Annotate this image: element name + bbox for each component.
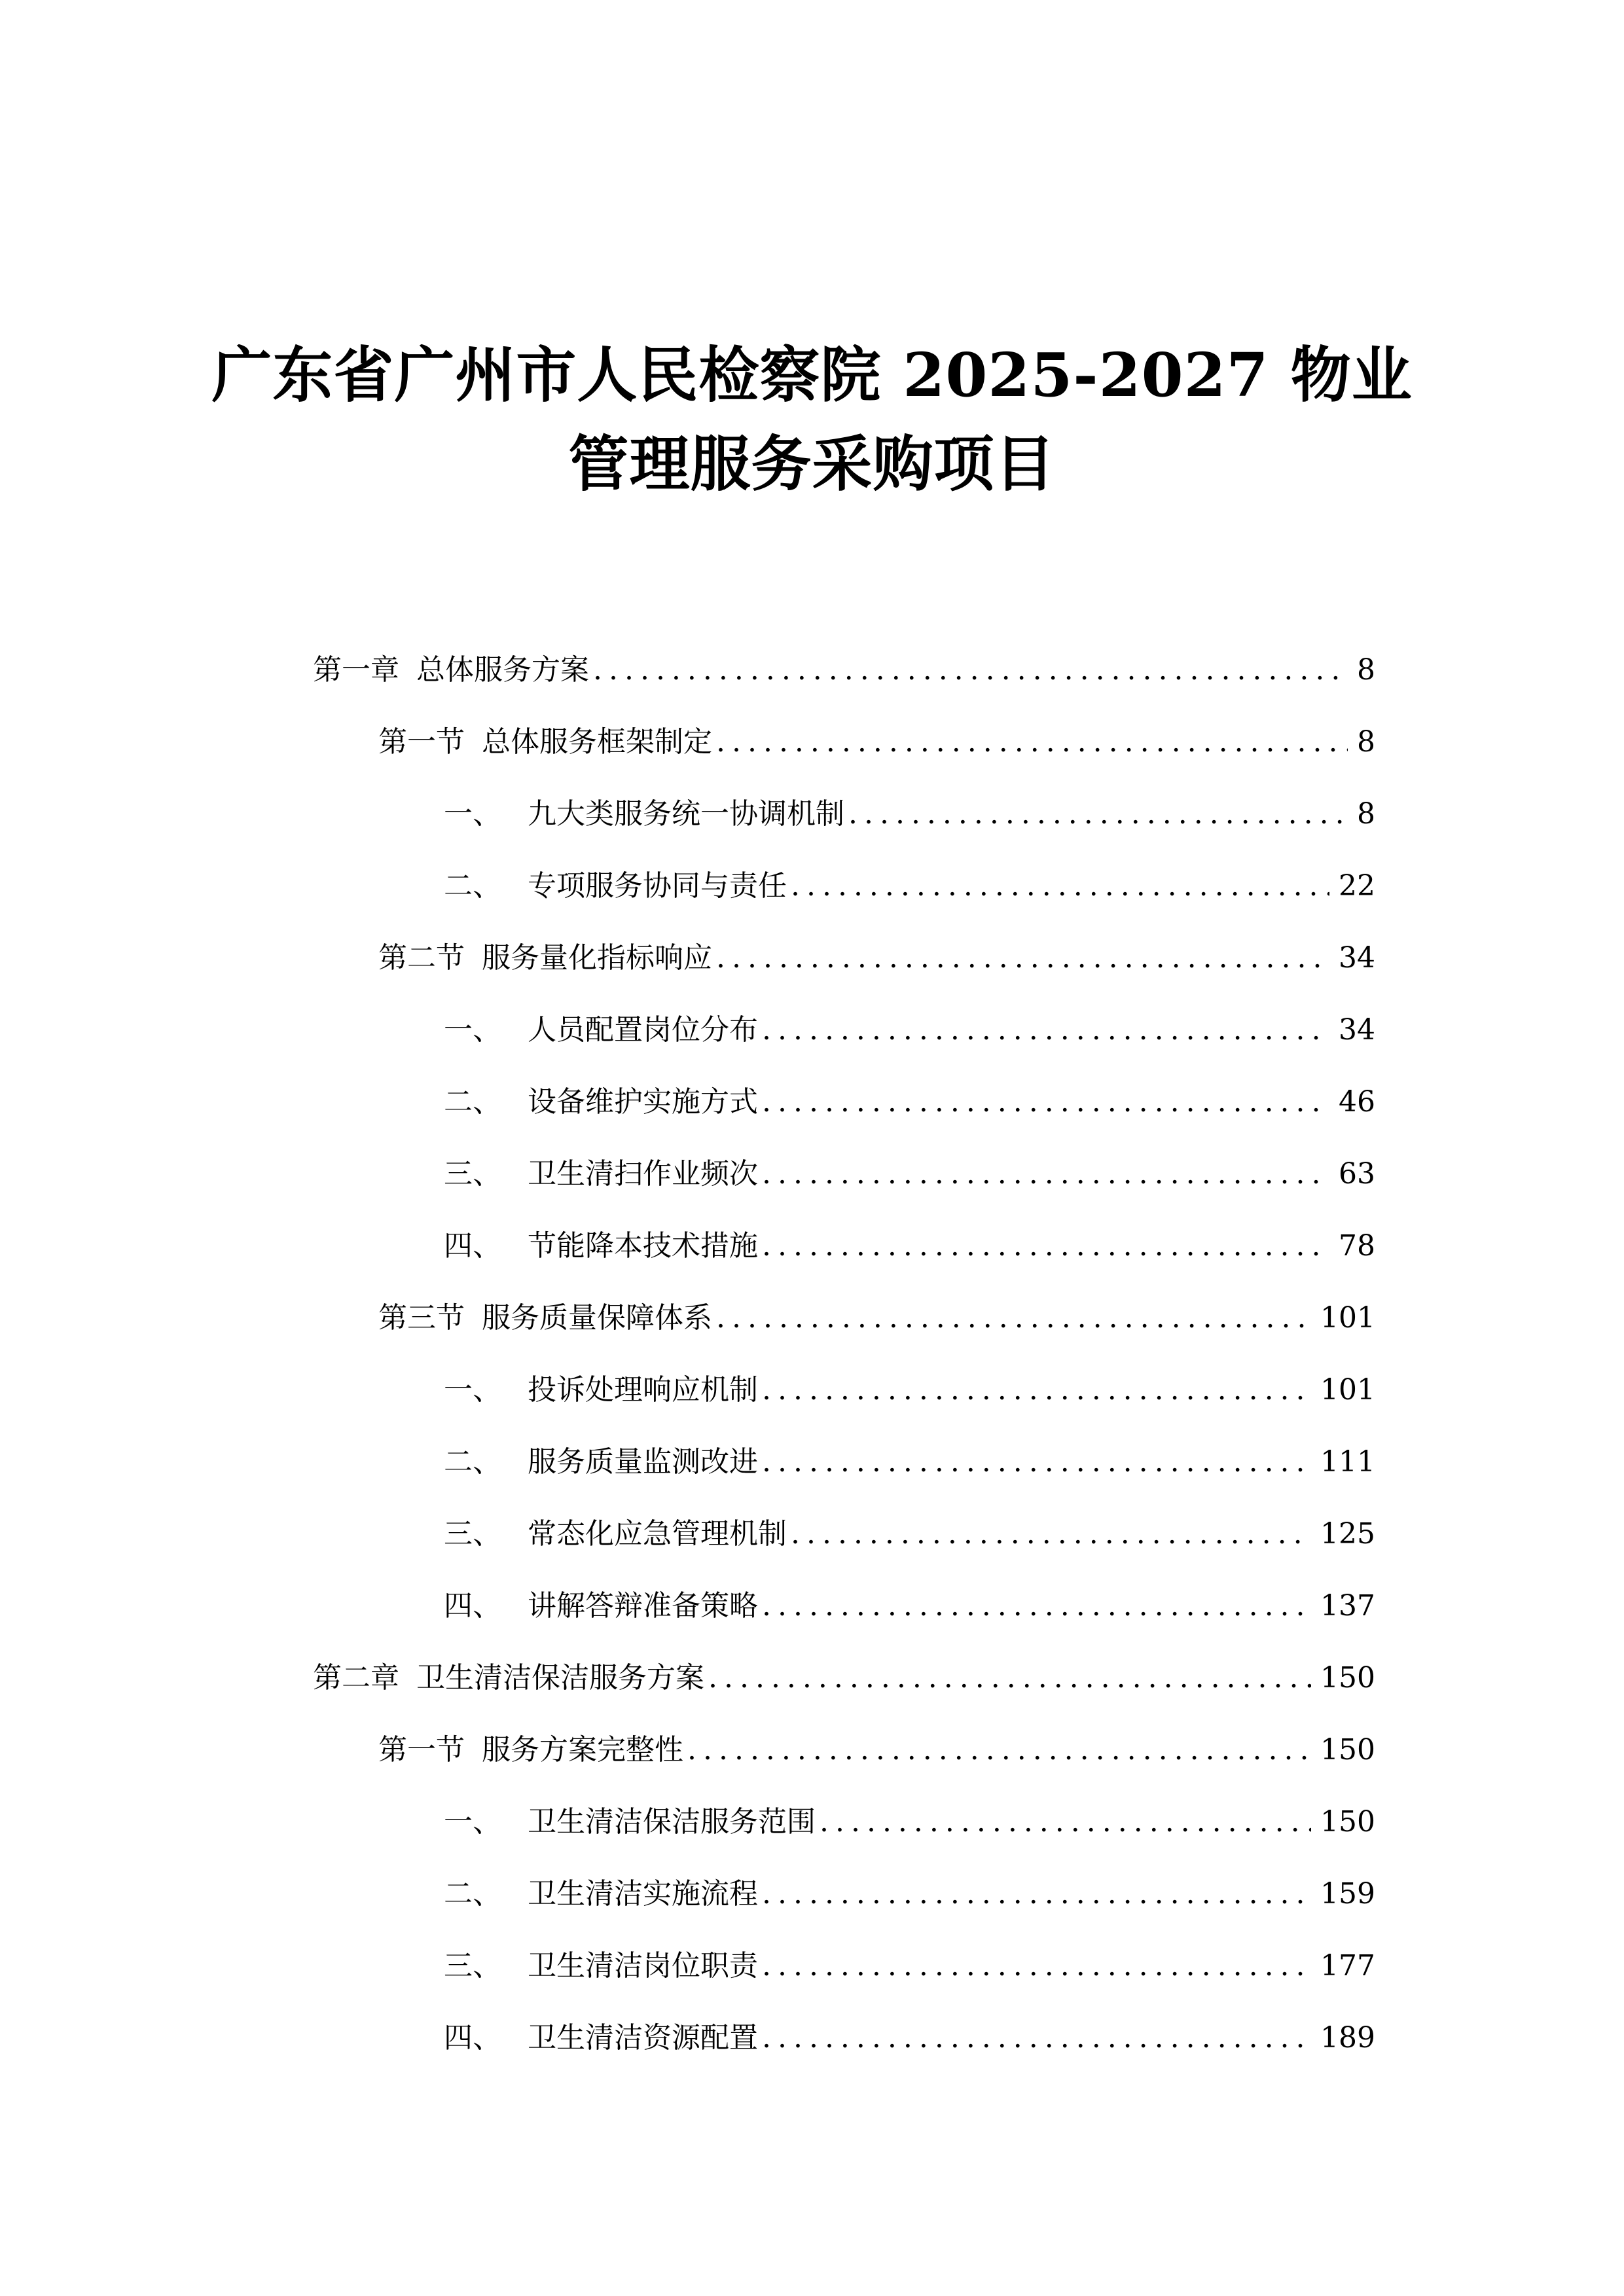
toc-dot-leader xyxy=(762,1441,1311,1483)
toc-dot-leader xyxy=(762,1081,1329,1123)
toc-entry-title: 设备维护实施方式 xyxy=(528,1085,758,1119)
toc-entry-page: 22 xyxy=(1339,869,1375,903)
toc-dot-leader xyxy=(687,1729,1311,1771)
toc-dot-leader xyxy=(762,1369,1311,1411)
toc-entry-number: 第二章 xyxy=(313,1661,399,1695)
toc-entry-title: 讲解答辩准备策略 xyxy=(528,1589,758,1623)
toc-entry-number: 二、 xyxy=(444,1877,501,1910)
toc-entry-number: 二、 xyxy=(444,1445,501,1479)
toc-entry-page: 111 xyxy=(1320,1445,1375,1479)
title-line-2: 管理服务采购项目 xyxy=(568,429,1056,499)
toc-entry-page: 125 xyxy=(1320,1517,1375,1551)
toc-entry-number: 三、 xyxy=(444,1949,501,1982)
toc-entry-item[interactable] xyxy=(444,793,1375,835)
toc-entry-page: 34 xyxy=(1339,1013,1375,1047)
toc-entry-page: 150 xyxy=(1320,1733,1375,1767)
toc-entry-page: 101 xyxy=(1320,1373,1375,1407)
toc-dot-leader xyxy=(708,1657,1311,1699)
toc-entry-item[interactable] xyxy=(444,1153,1375,1195)
toc-entry-title: 卫生清洁保洁服务范围 xyxy=(528,1805,816,1839)
toc-entry-title: 节能降本技术措施 xyxy=(528,1229,758,1263)
toc-entry-item[interactable] xyxy=(444,1513,1375,1555)
toc-entry-page: 78 xyxy=(1339,1229,1375,1263)
toc-entry-number: 一、 xyxy=(444,797,501,831)
toc-entry-item[interactable] xyxy=(444,1369,1375,1411)
toc-entry-number: 一、 xyxy=(444,1373,501,1407)
toc-entry-section[interactable] xyxy=(378,721,1375,763)
toc-dot-leader xyxy=(762,1945,1311,1987)
toc-entry-item[interactable] xyxy=(444,1441,1375,1483)
toc-dot-leader xyxy=(762,1585,1311,1627)
toc-entry-page: 159 xyxy=(1320,1877,1375,1910)
title-line-1: 广东省广州市人民检察院 2025-2027 物业 xyxy=(211,340,1413,410)
toc-entry-title: 常态化应急管理机制 xyxy=(528,1517,787,1551)
toc-entry-title: 投诉处理响应机制 xyxy=(528,1373,758,1407)
toc-entry-number: 第一节 xyxy=(378,1733,465,1767)
toc-dot-leader xyxy=(762,1153,1329,1195)
toc-entry-title: 卫生清洁实施流程 xyxy=(528,1877,758,1910)
toc-entry-title: 人员配置岗位分布 xyxy=(528,1013,758,1047)
document-title xyxy=(0,331,1624,509)
toc-entry-title: 九大类服务统一协调机制 xyxy=(528,797,844,831)
toc-dot-leader xyxy=(593,649,1348,691)
toc-entry-number: 第一节 xyxy=(378,725,465,759)
toc-dot-leader xyxy=(791,1513,1311,1555)
toc-dot-leader xyxy=(716,721,1348,763)
toc-dot-leader xyxy=(848,793,1348,835)
toc-entry-title: 卫生清洁岗位职责 xyxy=(528,1949,758,1982)
toc-entry-title: 卫生清扫作业频次 xyxy=(528,1157,758,1191)
toc-entry-page: 46 xyxy=(1339,1085,1375,1119)
toc-entry-title: 服务质量监测改进 xyxy=(528,1445,758,1479)
toc-entry-title: 专项服务协同与责任 xyxy=(528,869,787,903)
toc-entry-number: 第二节 xyxy=(378,941,465,975)
toc-entry-title: 总体服务方案 xyxy=(416,653,589,687)
toc-entry-page: 34 xyxy=(1339,941,1375,975)
toc-entry-title: 卫生清洁保洁服务方案 xyxy=(416,1661,704,1695)
toc-dot-leader xyxy=(762,1009,1329,1051)
toc-entry-number: 四、 xyxy=(444,2021,501,2054)
toc-entry-number: 一、 xyxy=(444,1805,501,1839)
toc-entry-title: 服务方案完整性 xyxy=(482,1733,683,1767)
toc-entry-item[interactable] xyxy=(444,1585,1375,1627)
toc-entry-number: 一、 xyxy=(444,1013,501,1047)
toc-entry-item[interactable] xyxy=(444,1873,1375,1915)
toc-entry-page: 8 xyxy=(1357,653,1375,687)
toc-entry-title: 卫生清洁资源配置 xyxy=(528,2021,758,2054)
toc-entry-item[interactable] xyxy=(444,2017,1375,2059)
toc-entry-section[interactable] xyxy=(378,1297,1375,1339)
toc-entry-section[interactable] xyxy=(378,1729,1375,1771)
toc-dot-leader xyxy=(762,1225,1329,1267)
toc-entry-number: 二、 xyxy=(444,869,501,903)
toc-dot-leader xyxy=(820,1801,1311,1843)
toc-entry-item[interactable] xyxy=(444,1009,1375,1051)
toc-entry-item[interactable] xyxy=(444,1225,1375,1267)
toc-entry-item[interactable] xyxy=(444,865,1375,907)
toc-dot-leader xyxy=(716,937,1329,979)
toc-entry-chapter[interactable] xyxy=(313,1657,1375,1699)
toc-dot-leader xyxy=(762,2017,1311,2059)
toc-entry-item[interactable] xyxy=(444,1801,1375,1843)
toc-entry-item[interactable] xyxy=(444,1081,1375,1123)
toc-entry-page: 137 xyxy=(1320,1589,1375,1623)
toc-dot-leader xyxy=(762,1873,1311,1915)
toc-entry-title: 服务量化指标响应 xyxy=(482,941,712,975)
toc-entry-number: 第三节 xyxy=(378,1301,465,1335)
toc-entry-page: 63 xyxy=(1339,1157,1375,1191)
toc-dot-leader xyxy=(791,865,1329,907)
toc-entry-number: 三、 xyxy=(444,1157,501,1191)
toc-entry-section[interactable] xyxy=(378,937,1375,979)
toc-entry-item[interactable] xyxy=(444,1945,1375,1987)
toc-entry-number: 三、 xyxy=(444,1517,501,1551)
toc-entry-page: 101 xyxy=(1320,1301,1375,1335)
toc-entry-number: 四、 xyxy=(444,1229,501,1263)
toc-entry-page: 150 xyxy=(1320,1661,1375,1695)
toc-entry-page: 8 xyxy=(1357,725,1375,759)
toc-entry-page: 150 xyxy=(1320,1805,1375,1839)
toc-entry-number: 四、 xyxy=(444,1589,501,1623)
toc-entry-page: 189 xyxy=(1320,2021,1375,2054)
toc-dot-leader xyxy=(716,1297,1311,1339)
toc-entry-page: 177 xyxy=(1320,1949,1375,1982)
toc-entry-number: 第一章 xyxy=(313,653,399,687)
toc-entry-title: 服务质量保障体系 xyxy=(482,1301,712,1335)
toc-entry-page: 8 xyxy=(1357,797,1375,831)
toc-entry-number: 二、 xyxy=(444,1085,501,1119)
toc-entry-chapter[interactable] xyxy=(313,649,1375,691)
toc-entry-title: 总体服务框架制定 xyxy=(482,725,712,759)
